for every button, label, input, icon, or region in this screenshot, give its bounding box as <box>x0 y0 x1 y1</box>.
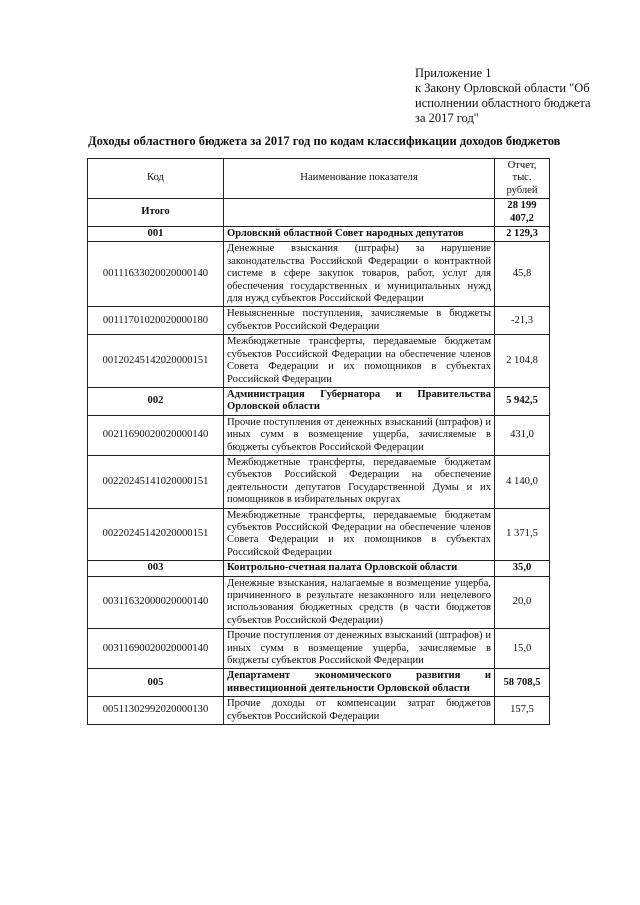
row-name: Межбюджетные трансферты, передаваемые бюджетам субъектов Российской Федерации на обеспечение членов Совета Федерации и их помощников в субъектах Российской Федерации <box>224 335 495 388</box>
section-row <box>88 227 550 242</box>
row-name: Невыясненные поступления, зачисляемые в бюджеты субъектов Российской Федерации <box>224 307 495 335</box>
row-code: 00220245142020000151 <box>88 508 224 561</box>
row-value: 58 708,5 <box>495 669 550 697</box>
row-code: 002 <box>88 387 224 415</box>
row-code: 00120245142020000151 <box>88 335 224 388</box>
row-value: 5 942,5 <box>495 387 550 415</box>
row-name: Прочие поступления от денежных взысканий (штрафов) и иных сумм в возмещение ущерба, зачисляемые в бюджеты субъектов Российской Федерации <box>224 629 495 669</box>
row-value: 15,0 <box>495 629 550 669</box>
row-value: 157,5 <box>495 697 550 725</box>
row-name: Межбюджетные трансферты, передаваемые бюджетам субъектов Российской Федерации на обеспечение членов Совета Федерации и их помощников в субъектах Российской Федерации <box>224 508 495 561</box>
table-row <box>88 307 550 335</box>
table-row <box>88 242 550 307</box>
row-name: Администрация Губернатора и Правительства Орловской области <box>224 387 495 415</box>
row-value: 431,0 <box>495 415 550 455</box>
row-value: 45,8 <box>495 242 550 307</box>
row-name: Орловский областной Совет народных депутатов <box>224 227 495 242</box>
row-value: -21,3 <box>495 307 550 335</box>
row-value: 1 371,5 <box>495 508 550 561</box>
row-code: 00311690020020000140 <box>88 629 224 669</box>
row-code: 00111701020020000180 <box>88 307 224 335</box>
row-value: 35,0 <box>495 561 550 576</box>
header-code: Код <box>88 159 224 199</box>
total-row <box>88 199 550 227</box>
row-name: Межбюджетные трансферты, передаваемые бюджетам субъектов Российской Федерации на обеспечение деятельности депутатов Государственной Думы и их помощников в избирательных округах <box>224 455 495 508</box>
row-code: 00220245141020000151 <box>88 455 224 508</box>
section-row <box>88 669 550 697</box>
row-code: 00111633020020000140 <box>88 242 224 307</box>
appendix-line: Приложение 1 <box>415 66 492 80</box>
appendix-line: исполнении областного бюджета <box>415 96 591 110</box>
row-name: Департамент экономического развития и инвестиционной деятельности Орловской области <box>224 669 495 697</box>
row-value: 4 140,0 <box>495 455 550 508</box>
row-value: 2 129,3 <box>495 227 550 242</box>
row-name: Прочие доходы от компенсации затрат бюджетов субъектов Российской Федерации <box>224 697 495 725</box>
section-row <box>88 387 550 415</box>
header-value: Отчет, тыс. рублей <box>495 159 550 199</box>
row-name: Контрольно-счетная палата Орловской области <box>224 561 495 576</box>
row-code: 003 <box>88 561 224 576</box>
appendix-line: за 2017 год" <box>415 111 479 125</box>
row-code: 00311632000020000140 <box>88 576 224 629</box>
row-code: 005 <box>88 669 224 697</box>
row-code: 00211690020020000140 <box>88 415 224 455</box>
appendix-line: к Закону Орловской области "Об <box>415 81 590 95</box>
section-row <box>88 561 550 576</box>
row-name: Денежные взыскания, налагаемые в возмещение ущерба, причиненного в результате незаконного или нецелевого использования бюджетных средств (в части бюджетов субъектов Российской Федерации) <box>224 576 495 629</box>
table-row <box>88 335 550 388</box>
revenue-table <box>87 158 550 725</box>
appendix-note <box>415 66 615 126</box>
table-row <box>88 576 550 629</box>
row-code: 001 <box>88 227 224 242</box>
table-row <box>88 508 550 561</box>
table-row <box>88 455 550 508</box>
row-name: Прочие поступления от денежных взысканий (штрафов) и иных сумм в возмещение ущерба, зачисляемые в бюджеты субъектов Российской Федерации <box>224 415 495 455</box>
total-value: 28 199 407,2 <box>495 199 550 227</box>
header-name: Наименование показателя <box>224 159 495 199</box>
document-title: Доходы областного бюджета за 2017 год по кодам классификации доходов бюджетов <box>88 134 561 148</box>
row-name: Денежные взыскания (штрафы) за нарушение законодательства Российской Федерации о контрактной системе в сфере закупок товаров, работ, услуг для обеспечения государственных и муниципальных нужд для нужд субъектов Российской Федерации <box>224 242 495 307</box>
total-name-empty <box>224 199 495 227</box>
table-row <box>88 629 550 669</box>
total-label: Итого <box>88 199 224 227</box>
table-row <box>88 415 550 455</box>
table-header-row <box>88 159 550 199</box>
row-value: 20,0 <box>495 576 550 629</box>
table-row <box>88 697 550 725</box>
row-code: 00511302992020000130 <box>88 697 224 725</box>
row-value: 2 104,8 <box>495 335 550 388</box>
